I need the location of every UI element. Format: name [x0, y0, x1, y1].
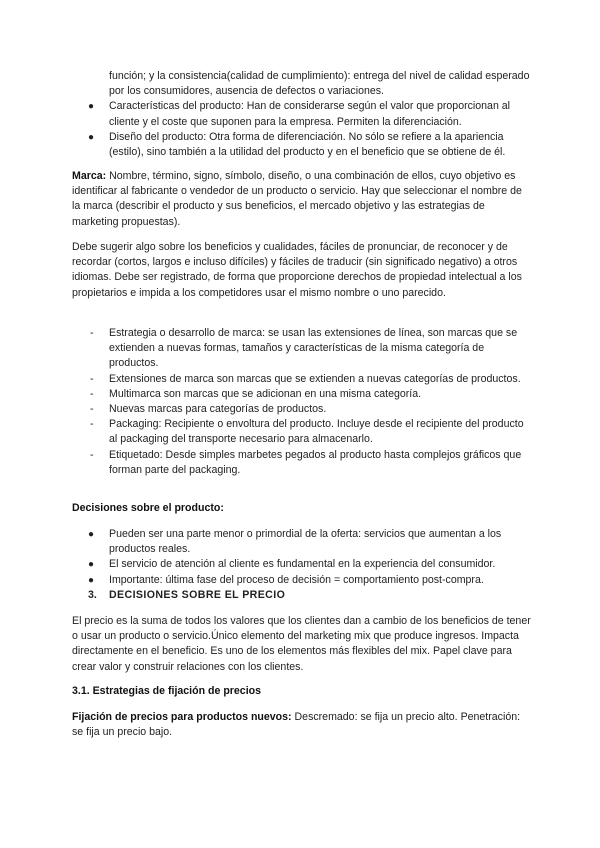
list-continuation: función; y la consistencia(calidad de cumplimiento): entrega del nivel de calidad esperado por los consumidores, ausencia de defectos o variaciones. — [109, 70, 530, 98]
bullet-icon: ● — [88, 529, 95, 540]
dash-marker: - — [90, 327, 94, 339]
dash-marker: - — [90, 448, 94, 461]
fijacion-label: Fijación de precios para productos nuevos: — [72, 711, 292, 723]
list-item-text: Diseño del producto: Otra forma de diferenciación. No sólo se refiere a la apariencia (estilo), sino también a la utilidad del producto y en el beneficio que se obtiene de él. — [109, 130, 506, 159]
list-item — [72, 326, 532, 372]
list-item — [72, 448, 532, 478]
list-item-text: Extensiones de marca son marcas que se extienden a nuevas categorías de productos. — [109, 372, 521, 385]
marca-text: Nombre, término, signo, símbolo, diseño, o una combinación de ellos, cuyo objetivo es identificar al fabricante o vendedor de un producto o servicio. Hay que seleccionar el nombre de la marca (describir el producto y sus beneficios, el mercado objetivo y las estrategias de marketing propuestas). — [72, 170, 522, 228]
brand-strategy-list — [72, 326, 532, 478]
decisiones-list — [72, 527, 532, 603]
dash-marker: - — [90, 387, 94, 400]
marca-label: Marca: — [72, 170, 107, 182]
list-item-text: Nuevas marcas para categorías de productos. — [109, 403, 327, 416]
list-item — [72, 417, 532, 447]
dash-marker: - — [90, 403, 94, 416]
precio-paragraph: El precio es la suma de todos los valores que los clientes dan a cambio de los beneficios de tener o usar un producto o servicio.Único elemento del marketing mix que produce ingresos. Impacta directamente en el beneficio. Es uno de los elementos más flexibles del mix. Papel clave para crear valor y construir relaciones con los clientes. — [72, 615, 531, 673]
list-item — [72, 130, 532, 160]
marca-paragraph — [72, 169, 532, 230]
list-item-text: Características del producto: Han de considerarse según el valor que proporcionan al cliente y el coste que suponen para la empresa. Permiten la diferenciación. — [109, 100, 511, 128]
list-item-text: El servicio de atención al cliente es fundamental en la experiencia del consumidor. — [109, 558, 496, 571]
list-item-text: Estrategia o desarrollo de marca: se usan las extensiones de línea, son marcas que se extienden a nuevas formas, tamaños y características de la misma categoría de productos. — [109, 327, 518, 370]
list-item — [72, 557, 532, 572]
list-item — [72, 387, 532, 402]
list-item — [72, 402, 532, 417]
top-bullet-list — [72, 69, 532, 160]
fijacion-text: Descremado: se fija un precio alto. Penetración: se fija un precio bajo. — [72, 711, 521, 739]
bullet-icon: ● — [88, 559, 95, 571]
list-item-text: Etiquetado: Desde simples marbetes pegados al producto hasta complejos gráficos que forman parte del packaging. — [109, 448, 522, 476]
list-item — [72, 573, 532, 588]
dash-marker: - — [90, 372, 94, 385]
decisiones-heading-text: Decisiones sobre el producto: — [72, 502, 224, 514]
section-number: 3. — [88, 588, 97, 601]
list-item — [72, 372, 532, 387]
list-item-text: Packaging: Recipiente o envoltura del producto. Incluye desde el recipiente del producto al packaging del transporte necesario para almacenarlo. — [109, 418, 524, 446]
decisiones-heading — [72, 501, 532, 516]
section-heading-3-1 — [72, 684, 532, 699]
list-item-text: Pueden ser una parte menor o primordial de la oferta: servicios que aumentan a los productos reales. — [109, 528, 502, 556]
bullet-icon: ● — [88, 101, 95, 113]
section-heading-3-1-text: 3.1. Estrategias de fijación de precios — [72, 685, 261, 697]
section-heading-3 — [72, 588, 532, 603]
bullet-icon: ● — [88, 574, 95, 586]
list-item — [72, 527, 532, 557]
section-title: DECISIONES SOBRE EL PRECIO — [109, 588, 286, 601]
bullet-icon: ● — [88, 131, 95, 143]
fijacion-paragraph — [72, 710, 532, 740]
dash-marker: - — [90, 418, 94, 431]
list-item-text: Importante: última fase del proceso de decisión = comportamiento post-compra. — [109, 573, 484, 586]
sugerir-paragraph: Debe sugerir algo sobre los beneficios y cualidades, fáciles de pronunciar, de reconocer y de recordar (cortos, largos e incluso difíciles) y fáciles de traducir (sin significado negativo) a otros idiomas. Debe ser registrado, de forma que proporcione derechos de propiedad intelectual a los propietarios e impida a los competidores usar el mismo nombre o uno parecido. — [72, 241, 522, 299]
list-item — [72, 99, 532, 129]
list-item-text: Multimarca son marcas que se adicionan en una misma categoría. — [109, 387, 422, 400]
